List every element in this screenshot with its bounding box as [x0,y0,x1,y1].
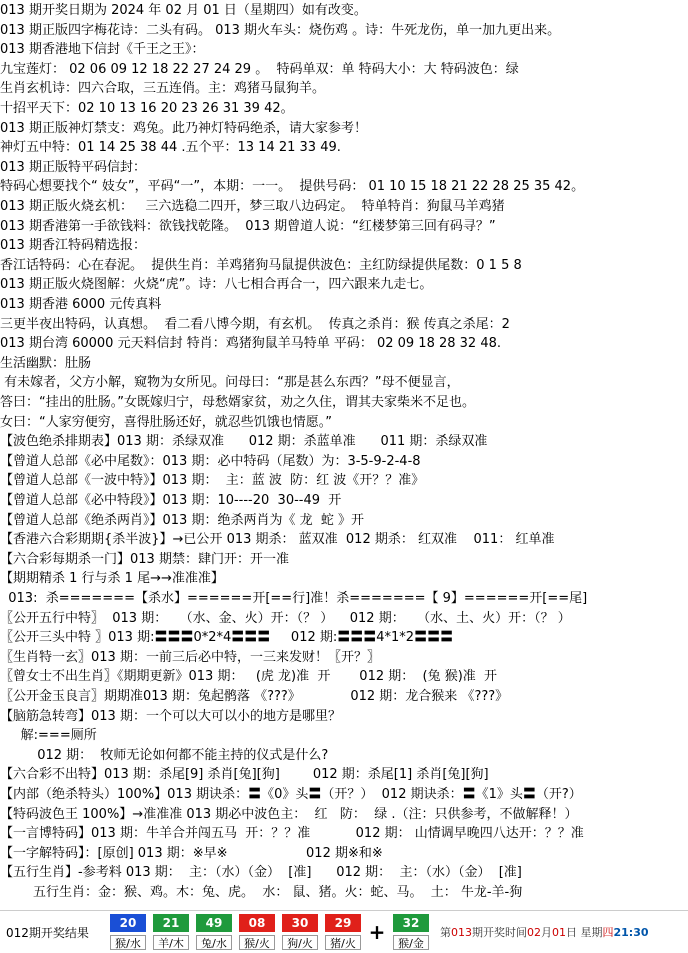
ball-zodiac: 羊/木 [153,935,189,950]
text-line: 生肖玄机诗：四六合取，三五连俏。主：鸡猪马鼠狗羊。 [0,81,326,97]
info-period: 013 [451,926,472,939]
text-line: 〖公开三头中特 〗013 期:〓〓〓0*2*4〓〓〓 012 期:〓〓〓4*1*2〓〓〓 [0,630,454,646]
text-line: 013 期正版神灯禁支：鸡兔。此乃神灯特码绝杀，请大家参考！ [0,120,367,136]
ball-number: 32 [393,914,429,932]
ball-number: 29 [325,914,361,932]
text-line: 013 期香江特码精选报： [0,238,146,254]
text-line: 特码心想要找个“ 妓女”，平码“一”，本期：一一。 提供号码： 01 10 15 18 21 22 28 25 35 42。 [0,179,585,195]
ball-number: 30 [282,914,318,932]
ball [151,914,191,950]
text-line: 三更半夜出特码，认真想。 看二看八博今期，有玄机。 传真之杀肖：猴 传真之杀尾：2 [0,316,510,332]
text-line: 答曰：“挂出的肚肠。”女既嫁归宁，母愁婿家贫，劝之久住，谓其夫家柴米不足也。 [0,395,475,410]
text-line: 013 期香港地下信封《千王之王》： [0,42,205,58]
text-line: 【一字解特码】：[原创] 013 期：※早※ 012 期※和※ [0,845,383,861]
draw-result-label: 012期开奖结果 [6,925,89,940]
text-line: 九宝莲灯： 02 06 09 12 18 22 27 24 29 。 特码单双：单 特码大小：大 特码波色：绿 [0,61,519,77]
special-ball-item [391,914,431,950]
text-line: 生活幽默：肚肠 [0,355,92,371]
info-month: 02 [527,926,541,939]
text-line: 【曾道人总部《一波中特》】013 期： 主：蓝 波 防：红 波《开？？准》 [0,473,425,489]
info-mid: 期开奖时间 [472,926,527,939]
text-line: 【一言博特码】013 期：牛羊合并闯五马 开：？？准 012 期： 山情调早晚四八达开：？？准 [0,826,584,842]
text-line: 013 期台湾 60000 元天料信封 特肖：鸡猪狗鼠羊马特单 平码： 02 09 18 28 32 48. [0,336,502,352]
draw-result-bar [0,910,688,953]
ball-zodiac: 狗/火 [282,935,318,950]
next-draw-info [440,924,649,940]
ball-zodiac: 猴/金 [393,935,429,950]
text-line: 013 期正版特平码信封： [0,159,146,175]
text-line: 【六合彩每期杀一门】013 期禁：肆门开：开一准 [0,551,289,567]
text-line: 【脑筋急转弯】013 期：一个可以大可以小的地方是哪里？ [0,708,341,724]
text-line: 香江话特码：心在春泥。 提供生肖：羊鸡猪狗马鼠提供波色：主红防绿提供尾数：0 1 5 8 [0,257,522,273]
text-line: 【曾道人总部《必中尾数》：013 期：必中特码（尾数）为：3-5-9-2-4-8 [0,453,421,469]
special-ball [391,914,434,950]
ball-list [108,914,366,950]
ball [194,914,234,950]
ball [108,914,148,950]
text-line: 五行生肖：金：猴、鸡。木：兔、虎。 水： 鼠、猪。火：蛇、马。 土： 牛龙-羊-狗 [0,885,523,900]
text-line: 十招平天下：02 10 13 16 20 23 26 31 39 42。 [0,101,294,116]
ball-zodiac: 猪/火 [325,935,361,950]
text-line: 013 期香港 6000 元传真料 [0,297,162,312]
ball-number: 08 [239,914,275,932]
text-line: 【曾道人总部《绝杀两肖》】013 期：绝杀两肖为《 龙 蛇 》开 [0,512,364,528]
text-line: 解:===厕所 [0,728,97,744]
text-line: 【特码波色王 100%】→准准准 013 期必中波色主： 红 防： 绿 .（注：只供参考，不做解释！） [0,806,578,822]
plus-sign: + [368,920,386,944]
info-weekday: 四 [602,926,614,939]
text-line: 有未嫁者，父方小解，窥物为女所见。问母曰：“那是甚么东西？”母不便显言， [0,375,460,391]
ball-zodiac: 猴/水 [110,935,146,950]
text-line: 013 期正版火烧图解：火烧“虎”。诗：八七相合再合一，四六跟来九走七。 [0,277,433,293]
info-prefix: 第 [440,926,451,939]
ball-number: 20 [110,914,146,932]
text-line: 【五行生肖】-参考料 013 期： 主：（水）（金） [准] 012 期： 主：（水）（金） [准] [0,865,522,881]
ball [323,914,363,950]
ball-zodiac: 兔/水 [196,935,232,950]
text-line: 〖公开五行中特〗 013 期： （水、金、火）开：（？ ） 012 期： （水、土、火）开：（？ ） [0,610,571,626]
info-time: 21:30 [613,926,649,939]
text-line: 女曰：“人家穷便穷，喜得肚肠还好，就忍些饥饿也情愿。” [0,414,332,430]
text-line: 013 期开奖日期为 2024 年 02 月 01 日（星期四）如有改变。 [0,3,367,18]
text-line: 【香港六合彩期期{杀半波}】→已公开 013 期杀： 蓝双准 012 期杀： 红双准 011： 红单准 [0,532,555,548]
text-line: 012 期： 牧师无论如何都不能主持的仪式是什么? [0,747,329,763]
info-m: 月 [541,926,552,939]
text-line: 【波色绝杀排期表】013 期：杀绿双准 012 期：杀蓝单准 011 期：杀绿双准 [0,434,488,450]
text-line: 〖生肖特一玄〗013 期：一前三后必中特，一三来发财！〖开？〗 [0,649,380,665]
text-line: 【曾道人总部《必中特段》】013 期：10----20 30--49 开 [0,493,342,508]
info-day: 01 [552,926,566,939]
ball-number: 49 [196,914,232,932]
ball [280,914,320,950]
ball-zodiac: 猴/火 [239,935,275,950]
ball-number: 21 [153,914,189,932]
text-line: 〖曾女士不出生肖〗《期期更新》013 期： (虎 龙)准 开 012 期： (兔 猴)准 开 [0,669,498,685]
text-line: 013: 杀=======【杀水】======开[==行]准！杀=======【 9】======开[==尾] [0,591,588,606]
text-line: 〖公开金玉良言〗期期准013 期：兔起鹘落 《???》 012 期：龙合猴来 《???》 [0,689,509,704]
text-line: 神灯五中特：01 14 25 38 44 .五个平：13 14 21 33 49. [0,140,341,156]
text-line: 【内部（绝杀特头）100%】013 期诀杀：〓《0》头〓（开？） 012 期诀杀：〓《1》头〓（开?） [0,787,582,802]
text-line: 013 期正版四字梅花诗：二头有码。 013 期火车头：烧伤鸡 。诗：牛死龙伤，单一加九更出来。 [0,22,561,38]
info-d: 日 星期 [566,926,603,939]
text-line: 【期期精杀 1 行与杀 1 尾→→准准准】 [0,571,224,587]
text-line: 013 期香港第一手欲钱料：欲钱找乾隆。 013 期曾道人说：“红楼梦第三回有码寻？” [0,218,496,234]
text-line: 【六合彩不出特】013 期：杀尾[9] 杀肖[兔][狗] 012 期：杀尾[1] 杀肖[兔][狗] [0,767,489,783]
ball [237,914,277,950]
text-line: 013 期正版火烧玄机： 三六选稳二四开，梦三取八边码定。 特单特肖：狗鼠马羊鸡猪 [0,199,505,214]
